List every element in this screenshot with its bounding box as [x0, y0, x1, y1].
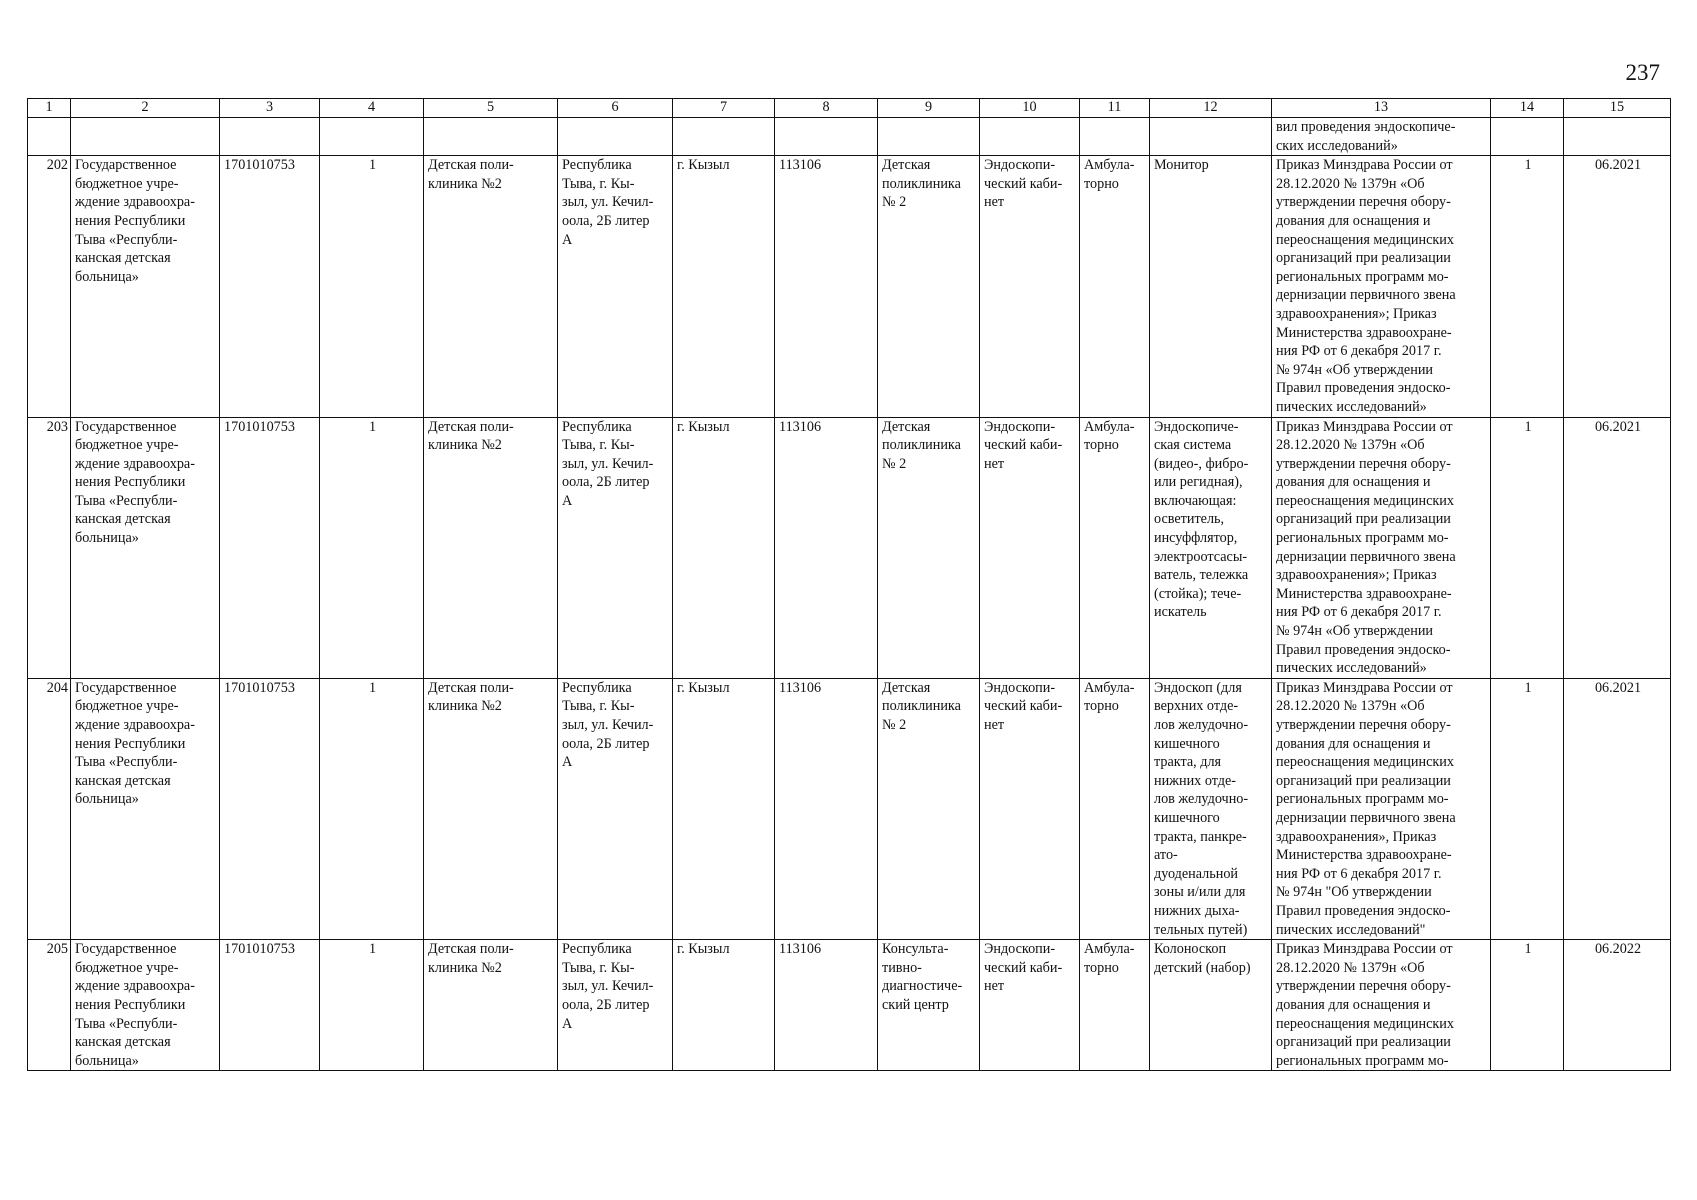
quantity-cell: 1: [1491, 156, 1564, 417]
quantity-cell: 1: [1491, 678, 1564, 939]
basis-cell: Приказ Минздрава России от 28.12.2020 № 1379н «Об утверждении перечня обору- дования для оснащения и переоснащения медицинских организаций при реализации региональных программ мо- дернизации первичного звена здравоохранения»; Приказ Министерства здравоохране- ния РФ от 6 декабря 2017 г. № 974н «Об утверждении Правил проведения эндоско- пических исследований»: [1272, 156, 1491, 417]
inn-cell: 1701010753: [220, 940, 320, 1071]
column-header: 8: [775, 99, 878, 118]
equipment-cell: Колоноскоп детский (набор): [1150, 940, 1272, 1071]
equipment-cell: Эндоскоп (для верхних отде- лов желудочно- кишечного тракта, для нижних отде- лов желудочно- кишечного тракта, панкре- ато- дуоденальной зоны и/или для нижних дыха- тельных путей): [1150, 678, 1272, 939]
column-number-header-row: [28, 99, 1671, 118]
table-row: [28, 940, 1671, 1071]
row-number-cell: 203: [28, 417, 71, 678]
organization-cell: Государственное бюджетное учре- ждение здравоохра- нения Республики Тыва «Республи- канская детская больница»: [71, 156, 220, 417]
date-cell: 06.2022: [1564, 940, 1671, 1071]
city-cell: г. Кызыл: [673, 417, 775, 678]
column-4-cell: 1: [320, 678, 424, 939]
unit-cell: Детская поли- клиника №2: [424, 940, 558, 1071]
organization-cell: Государственное бюджетное учре- ждение здравоохра- нения Республики Тыва «Республи- канская детская больница»: [71, 678, 220, 939]
column-4-cell: 1: [320, 156, 424, 417]
table-row: [28, 678, 1671, 939]
column-header: 6: [558, 99, 673, 118]
column-header: 2: [71, 99, 220, 118]
column-header: 1: [28, 99, 71, 118]
mode-cell: Амбула- торно: [1080, 678, 1150, 939]
division-cell: Консульта- тивно- диагностиче- ский центр: [878, 940, 980, 1071]
mode-cell: Амбула- торно: [1080, 156, 1150, 417]
cabinet-cell: Эндоскопи- ческий каби- нет: [980, 678, 1080, 939]
column-header: 3: [220, 99, 320, 118]
city-cell: г. Кызыл: [673, 678, 775, 939]
equipment-cell: Эндоскопиче- ская система (видео-, фибро- или регидная), включающая: осветитель, инсуффлятор, электроотсасы- ватель, тележка (стойка); тече- искатель: [1150, 417, 1272, 678]
column-header: 12: [1150, 99, 1272, 118]
column-header: 13: [1272, 99, 1491, 118]
equipment-registry-table: [27, 98, 1671, 1071]
address-cell: Республика Тыва, г. Кы- зыл, ул. Кечил- оола, 2Б литер А: [558, 678, 673, 939]
cabinet-cell: Эндоскопи- ческий каби- нет: [980, 417, 1080, 678]
unit-cell: Детская поли- клиника №2: [424, 678, 558, 939]
table-row: [28, 417, 1671, 678]
code-cell: 113106: [775, 940, 878, 1071]
address-cell: Республика Тыва, г. Кы- зыл, ул. Кечил- оола, 2Б литер А: [558, 940, 673, 1071]
mode-cell: Амбула- торно: [1080, 417, 1150, 678]
quantity-cell: 1: [1491, 417, 1564, 678]
organization-cell: Государственное бюджетное учре- ждение здравоохра- нения Республики Тыва «Республи- канская детская больница»: [71, 417, 220, 678]
table-row: [28, 156, 1671, 417]
cabinet-cell: Эндоскопи- ческий каби- нет: [980, 940, 1080, 1071]
column-header: 5: [424, 99, 558, 118]
inn-cell: 1701010753: [220, 156, 320, 417]
equipment-cell: Монитор: [1150, 156, 1272, 417]
row-number-cell: 205: [28, 940, 71, 1071]
column-4-cell: 1: [320, 417, 424, 678]
date-cell: 06.2021: [1564, 417, 1671, 678]
continuation-row: [28, 118, 1671, 156]
basis-cell: Приказ Минздрава России от 28.12.2020 № 1379н «Об утверждении перечня обору- дования для оснащения и переоснащения медицинских организаций при реализации региональных программ мо-: [1272, 940, 1491, 1071]
division-cell: Детская поликлиника № 2: [878, 417, 980, 678]
city-cell: г. Кызыл: [673, 940, 775, 1071]
address-cell: Республика Тыва, г. Кы- зыл, ул. Кечил- оола, 2Б литер А: [558, 417, 673, 678]
quantity-cell: 1: [1491, 940, 1564, 1071]
date-cell: 06.2021: [1564, 156, 1671, 417]
column-header: 9: [878, 99, 980, 118]
organization-cell: Государственное бюджетное учре- ждение здравоохра- нения Республики Тыва «Республи- канская детская больница»: [71, 940, 220, 1071]
date-cell: 06.2021: [1564, 678, 1671, 939]
city-cell: г. Кызыл: [673, 156, 775, 417]
code-cell: 113106: [775, 156, 878, 417]
row-number-cell: 204: [28, 678, 71, 939]
division-cell: Детская поликлиника № 2: [878, 678, 980, 939]
address-cell: Республика Тыва, г. Кы- зыл, ул. Кечил- оола, 2Б литер А: [558, 156, 673, 417]
column-header: 4: [320, 99, 424, 118]
basis-cell: Приказ Минздрава России от 28.12.2020 № 1379н «Об утверждении перечня обору- дования для оснащения и переоснащения медицинских организаций при реализации региональных программ мо- дернизации первичного звена здравоохранения»; Приказ Министерства здравоохране- ния РФ от 6 декабря 2017 г. № 974н «Об утверждении Правил проведения эндоско- пических исследований»: [1272, 417, 1491, 678]
unit-cell: Детская поли- клиника №2: [424, 156, 558, 417]
code-cell: 113106: [775, 678, 878, 939]
column-header: 7: [673, 99, 775, 118]
column-header: 11: [1080, 99, 1150, 118]
cabinet-cell: Эндоскопи- ческий каби- нет: [980, 156, 1080, 417]
mode-cell: Амбула- торно: [1080, 940, 1150, 1071]
row-number-cell: 202: [28, 156, 71, 417]
column-header: 15: [1564, 99, 1671, 118]
basis-cell: вил проведения эндоскопиче- ских исследований»: [1272, 118, 1491, 156]
inn-cell: 1701010753: [220, 678, 320, 939]
code-cell: 113106: [775, 417, 878, 678]
column-header: 10: [980, 99, 1080, 118]
column-4-cell: 1: [320, 940, 424, 1071]
page-number: 237: [1625, 60, 1660, 85]
division-cell: Детская поликлиника № 2: [878, 156, 980, 417]
column-header: 14: [1491, 99, 1564, 118]
basis-cell: Приказ Минздрава России от 28.12.2020 № 1379н «Об утверждении перечня обору- дования для оснащения и переоснащения медицинских организаций при реализации региональных программ мо- дернизации первичного звена здравоохранения», Приказ Министерства здравоохране- ния РФ от 6 декабря 2017 г. № 974н "Об утверждении Правил проведения эндоско- пических исследований": [1272, 678, 1491, 939]
inn-cell: 1701010753: [220, 417, 320, 678]
unit-cell: Детская поли- клиника №2: [424, 417, 558, 678]
